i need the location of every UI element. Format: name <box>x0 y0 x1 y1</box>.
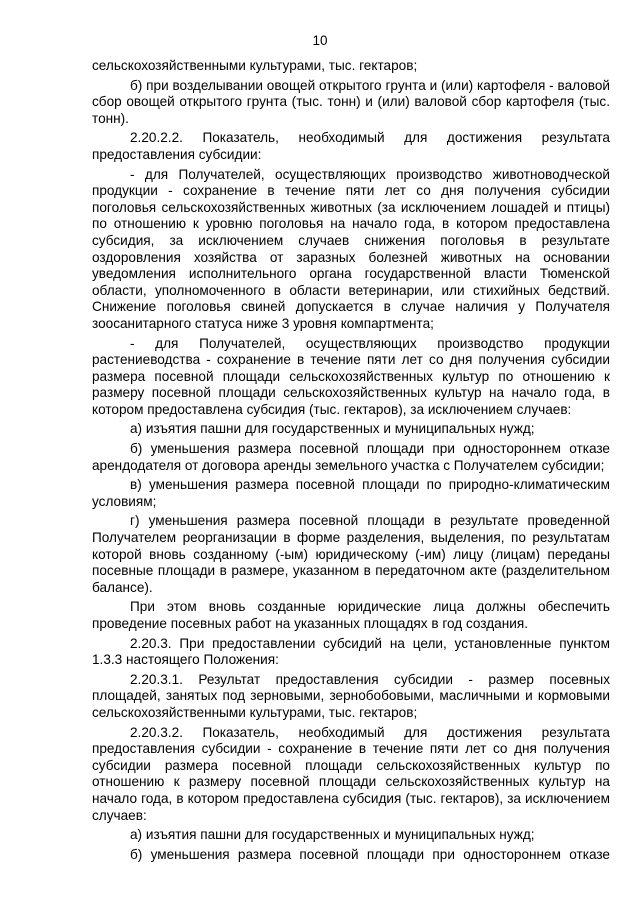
paragraph: б) при возделывании овощей открытого грунта и (или) картофеля - валовой сбор овощей открытого грунта (тыс. тонн) и (или) валовой сбор картофеля (тыс. тонн). <box>92 77 610 126</box>
document-text <box>92 58 610 866</box>
paragraph: в) уменьшения размера посевной площади по природно-климатическим условиям; <box>92 477 610 509</box>
paragraph: - для Получателей, осуществляющих производство животноводческой продукции - сохранение в течение пяти лет со дня получения субсидии поголовья сельскохозяйственных животных (за исключением лошадей и птицы) по отношению к уровню поголовья на начало года, в котором предоставлена субсидия, за исключением случаев снижения поголовья в результате оздоровления хозяйства от заразных болезней животных на основании уведомления исполнительного органа государственной власти Тюменской области, уполномоченного в области ветеринарии, или стихийных бедствий. Снижение поголовья свиней допускается в случае наличия у Получателя зоосанитарного статуса ниже 3 уровня компартмента; <box>92 166 610 331</box>
paragraph: г) уменьшения размера посевной площади в результате проведенной Получателем реорганизации в форме разделения, выделения, по результатам которой вновь созданному (-ым) юридическому (-им) лицу (лицам) переданы посевные площади в размере, указанном в передаточном акте (разделительном балансе). <box>92 513 610 595</box>
paragraph: сельскохозяйственными культурами, тыс. гектаров; <box>92 58 418 73</box>
paragraph: 2.20.2.2. Показатель, необходимый для достижения результата предоставления субсидии: <box>92 130 610 162</box>
paragraph: б) уменьшения размера посевной площади при одностороннем отказе <box>130 846 610 862</box>
paragraph: 2.20.3.2. Показатель, необходимый для достижения результата предоставления субсидии - сохранение в течение пяти лет со дня получения субсидии размера посевной площади сельскохозяйственных культур по отношению к размеру посевной площади сельскохозяйственных культур на начало года, в котором предоставлена субсидия (тыс. гектаров), за исключением случаев: <box>92 724 610 823</box>
page-number: 10 <box>312 33 328 48</box>
paragraph: - для Получателей, осуществляющих производство продукции растениеводства - сохранение в течение пяти лет со дня получения субсидии размера посевной площади сельскохозяйственных культур по отношению к размеру посевной площади сельскохозяйственных культур на начало года, в котором предоставлена субсидия (тыс. гектаров), за исключением случаев: <box>92 335 610 417</box>
paragraph: а) изъятия пашни для государственных и муниципальных нужд; <box>130 421 535 437</box>
paragraph: а) изъятия пашни для государственных и муниципальных нужд; <box>130 827 535 843</box>
paragraph: б) уменьшения размера посевной площади при одностороннем отказе арендодателя от договора аренды земельного участка с Получателем субсидии; <box>92 441 610 473</box>
paragraph: При этом вновь созданные юридические лица должны обеспечить проведение посевных работ на указанных площадях в год создания. <box>92 599 610 631</box>
paragraph: 2.20.3.1. Результат предоставления субсидии - размер посевных площадей, занятых под зерновыми, зернобобовыми, масличными и кормовыми сельскохозяйственными культурами, тыс. гектаров; <box>92 671 610 720</box>
paragraph: 2.20.3. При предоставлении субсидий на цели, установленные пунктом 1.3.3 настоящего Положения: <box>92 635 610 668</box>
